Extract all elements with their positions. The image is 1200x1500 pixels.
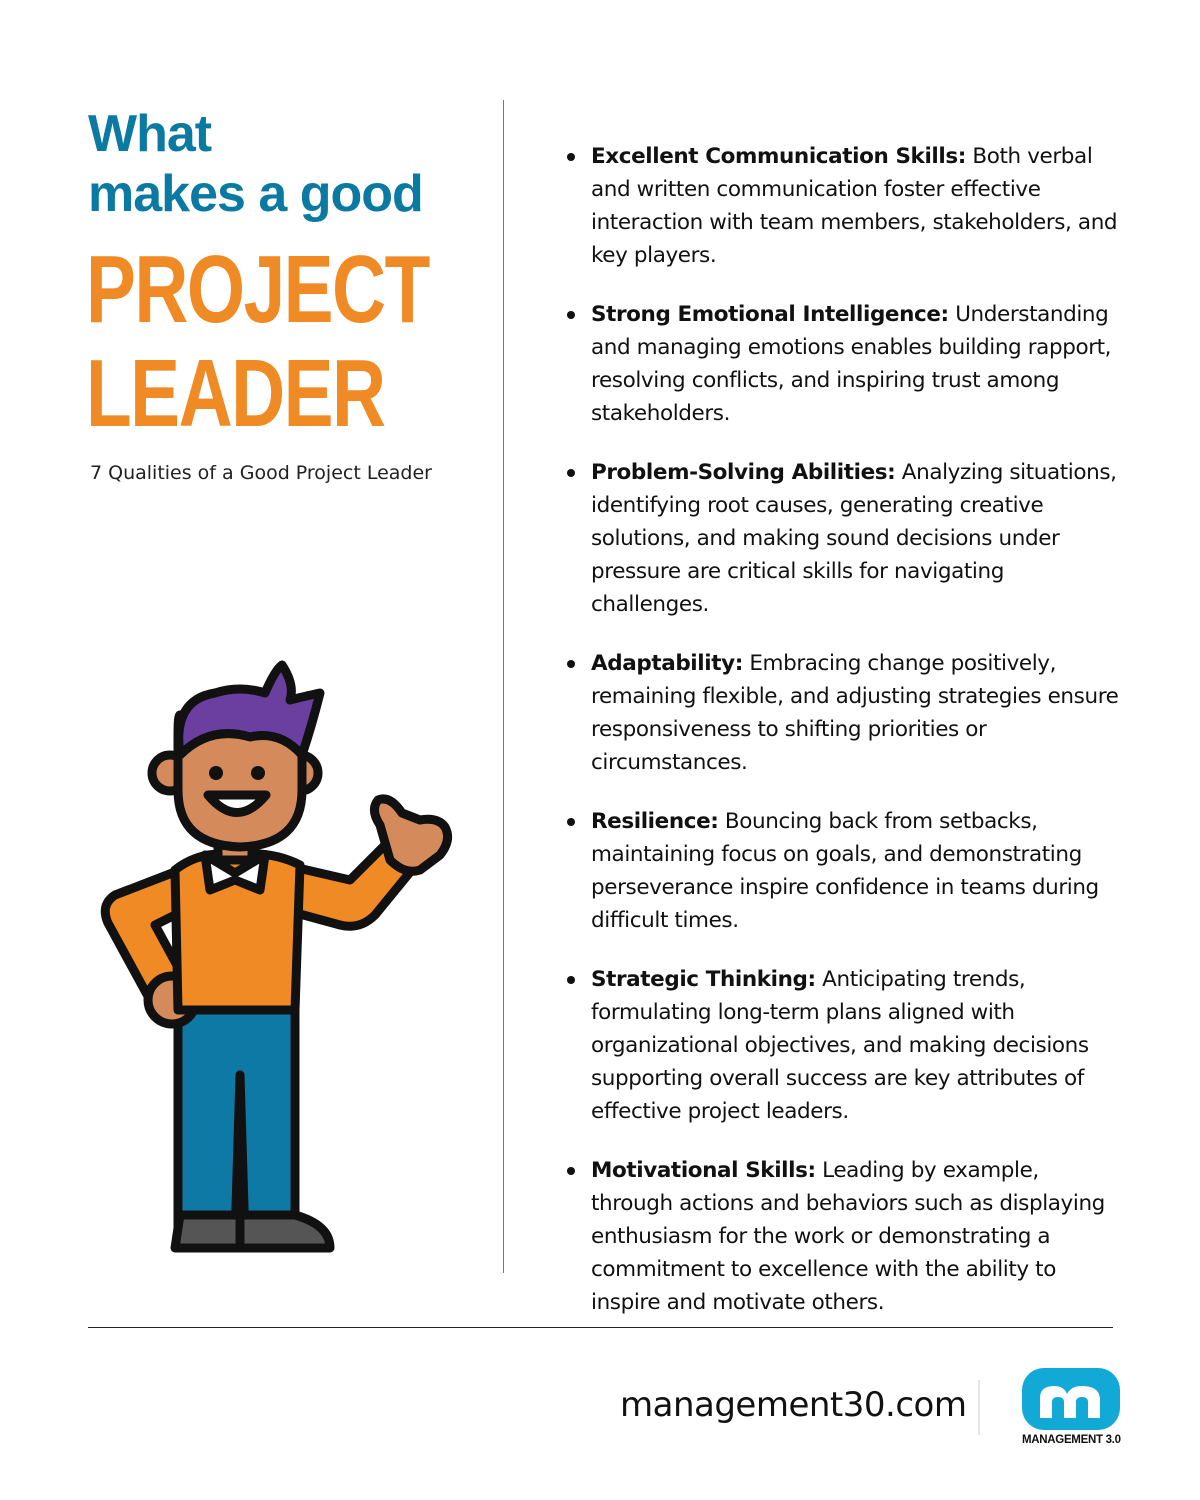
title-leader: LEADER: [86, 340, 385, 447]
horizontal-divider: [88, 1327, 1113, 1328]
quality-item: [565, 805, 1125, 937]
bullet-icon: [567, 660, 575, 668]
quality-text: Embracing change positively, remaining flexible, and adjusting strategies ensure responsiveness to shifting priorities or circumstances.: [591, 651, 1119, 775]
quality-name: Resilience:: [591, 809, 719, 834]
title-project: PROJECT: [86, 236, 429, 343]
bullet-icon: [567, 469, 575, 477]
subtitle: 7 Qualities of a Good Project Leader: [90, 462, 432, 484]
quality-name: Strategic Thinking:: [591, 967, 816, 992]
quality-item: [565, 456, 1125, 621]
qualities-list: [565, 140, 1125, 1319]
management30-logo-icon: [1022, 1368, 1120, 1430]
quality-item: [565, 298, 1125, 430]
project-leader-illustration: [90, 655, 480, 1265]
quality-item: [565, 647, 1125, 779]
quality-text: Bouncing back from setbacks, maintaining focus on goals, and demonstrating perseverance inspire confidence in teams during difficult times.: [591, 809, 1099, 933]
quality-name: Motivational Skills:: [591, 1158, 816, 1183]
title-what: What: [88, 105, 212, 163]
quality-name: Problem-Solving Abilities:: [591, 460, 896, 485]
vertical-divider: [503, 100, 504, 1273]
website-link[interactable]: management30.com: [620, 1385, 967, 1425]
title-makes-a-good: makes a good: [88, 165, 423, 223]
logo-text: MANAGEMENT 3.0: [1022, 1434, 1121, 1446]
bullet-icon: [567, 818, 575, 826]
quality-text: Anticipating trends, formulating long-term plans aligned with organizational objectives, and making decisions supporting overall success are key attributes of effective project leaders.: [591, 967, 1089, 1124]
footer-separator: [978, 1380, 980, 1435]
quality-item: [565, 963, 1125, 1128]
quality-text: Leading by example, through actions and behaviors such as displaying enthusiasm for the work or demonstrating a commitment to excellence with the ability to inspire and motivate others.: [591, 1158, 1105, 1315]
quality-name: Adaptability:: [591, 651, 743, 676]
bullet-icon: [567, 311, 575, 319]
quality-text: Both verbal and written communication foster effective interaction with team members, stakeholders, and key players.: [591, 144, 1118, 268]
quality-name: Strong Emotional Intelligence:: [591, 302, 949, 327]
bullet-icon: [567, 1167, 575, 1175]
bullet-icon: [567, 153, 575, 161]
quality-item: [565, 140, 1125, 272]
quality-name: Excellent Communication Skills:: [591, 144, 966, 169]
quality-text: Understanding and managing emotions enables building rapport, resolving conflicts, and inspiring trust among stakeholders.: [591, 302, 1112, 426]
quality-item: [565, 1154, 1125, 1319]
bullet-icon: [567, 976, 575, 984]
quality-text: Analyzing situations, identifying root causes, generating creative solutions, and making sound decisions under pressure are critical skills for navigating challenges.: [591, 460, 1117, 617]
